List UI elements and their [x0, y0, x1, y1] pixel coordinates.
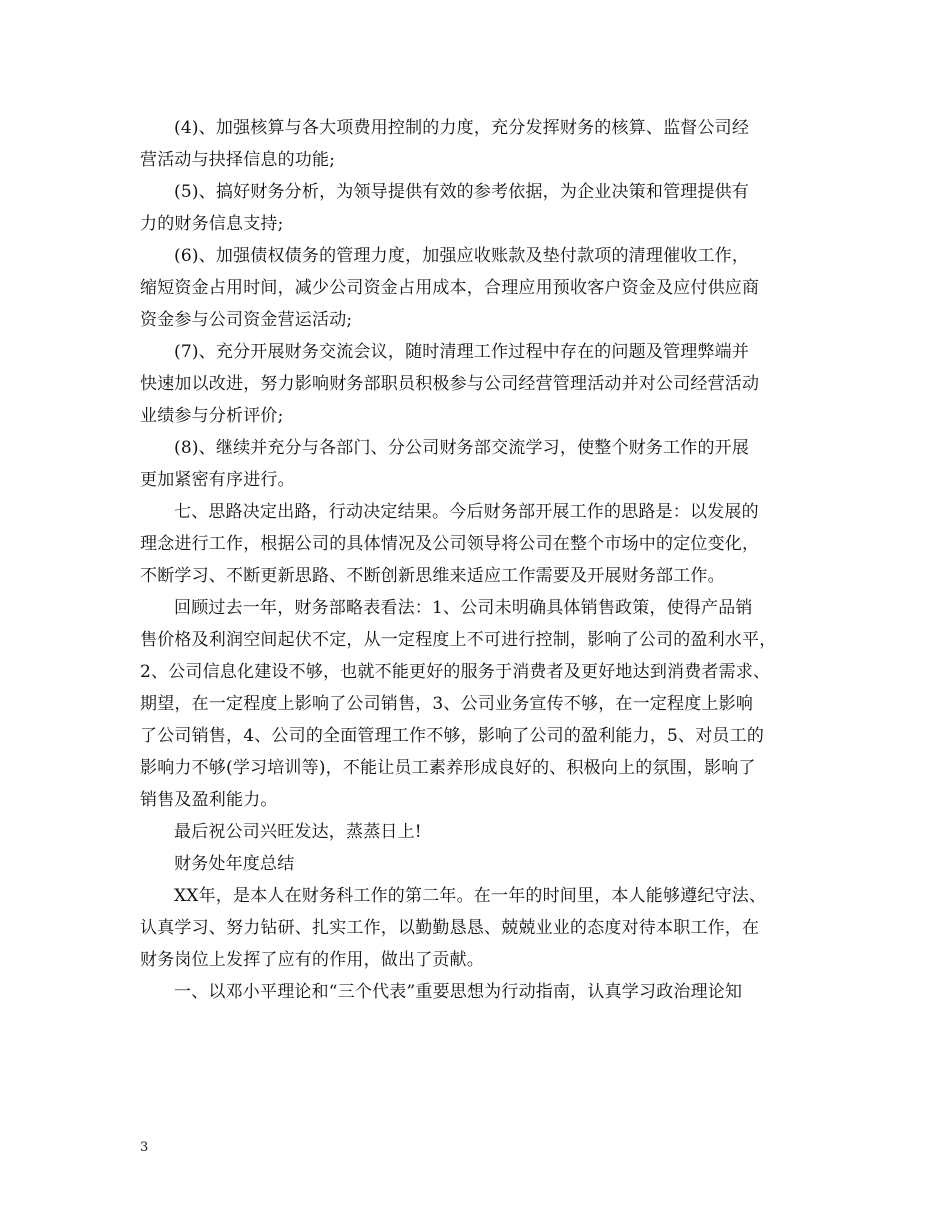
text-line: 七、思路决定出路，行动决定结果。今后财务部开展工作的思路是：以发展的	[174, 502, 759, 522]
text-line: 力的财务信息支持;	[140, 214, 284, 234]
text-line: 财务岗位上发挥了应有的作用，做出了贡献。	[140, 950, 484, 970]
text-line: 了公司销售，4、公司的全面管理工作不够，影响了公司的盈利能力，5、对员工的	[140, 726, 765, 746]
page-number: 3	[140, 1140, 149, 1155]
text-line: 回顾过去一年，财务部略表看法：1、公司未明确具体销售政策，使得产品销	[174, 598, 753, 618]
text-line: 不断学习、不断更新思路、不断创新思维来适应工作需要及开展财务部工作。	[140, 566, 725, 586]
text-line: 认真学习、努力钻研、扎实工作，以勤勤恳恳、兢兢业业的态度对待本职工作，在	[140, 918, 760, 938]
text-line: (8)、继续并充分与各部门、分公司财务部交流学习，使整个财务工作的开展	[174, 438, 750, 458]
text-line: 资金参与公司资金营运活动;	[140, 310, 353, 330]
text-line: 销售及盈利能力。	[140, 790, 278, 810]
text-line: 最后祝公司兴旺发达，蒸蒸日上!	[174, 822, 422, 842]
text-line: 业绩参与分析评价;	[140, 406, 284, 426]
text-line: (7)、充分开展财务交流会议，随时清理工作过程中存在的问题及管理弊端并	[174, 342, 750, 362]
text-line: (6)、加强债权债务的管理力度，加强应收账款及垫付款项的清理催收工作，	[174, 246, 750, 266]
text-line: XX年，是本人在财务科工作的第二年。在一年的时间里，本人能够遵纪守法、	[174, 886, 767, 906]
text-line: 缩短资金占用时间，减少公司资金占用成本，合理应用预收客户资金及应付供应商	[140, 278, 760, 298]
text-line: 理念进行工作，根据公司的具体情况及公司领导将公司在整个市场中的定位变化，	[140, 534, 760, 554]
text-line: 一、以邓小平理论和“三个代表”重要思想为行动指南，认真学习政治理论知	[174, 982, 743, 1002]
text-line: 2、公司信息化建设不够，也就不能更好的服务于消费者及更好地达到消费者需求、	[140, 662, 771, 682]
document-body	[140, 112, 820, 1008]
text-line: 快速加以改进，努力影响财务部职员积极参与公司经营管理活动并对公司经营活动	[140, 374, 760, 394]
text-line: 影响力不够(学习培训等)，不能让员工素养形成良好的、积极向上的氛围，影响了	[140, 758, 756, 778]
text-line: (4)、加强核算与各大项费用控制的力度，充分发挥财务的核算、监督公司经	[174, 118, 750, 138]
text-line: 营活动与抉择信息的功能;	[140, 150, 336, 170]
text-line: 更加紧密有序进行。	[140, 470, 295, 490]
text-line: 售价格及利润空间起伏不定，从一定程度上不可进行控制，影响了公司的盈利水平，	[140, 630, 777, 650]
text-line: (5)、搞好财务分析，为领导提供有效的参考依据，为企业决策和管理提供有	[174, 182, 750, 202]
text-line: 期望，在一定程度上影响了公司销售，3、公司业务宣传不够，在一定程度上影响	[140, 694, 754, 714]
text-line: 财务处年度总结	[174, 854, 295, 874]
